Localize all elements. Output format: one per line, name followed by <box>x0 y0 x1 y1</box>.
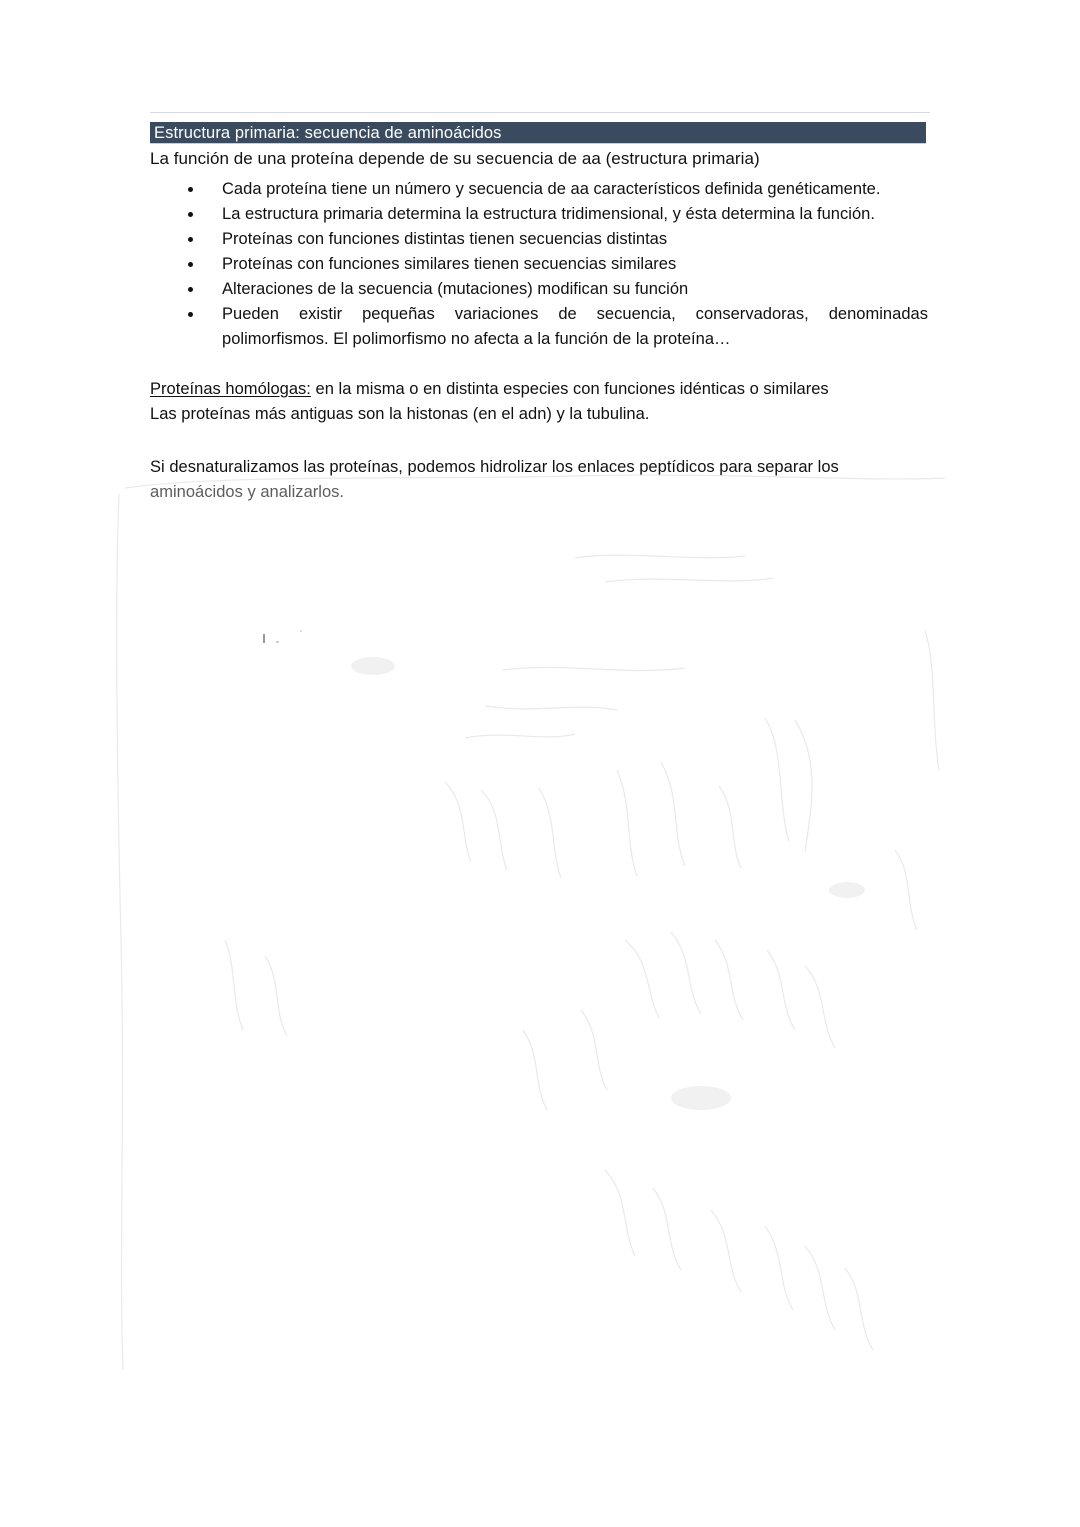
list-item-text: Pueden existir pequeñas variaciones de secuencia, conservadoras, denominadas polimorfismos. El polimorfismo no afecta a la función de la proteína… <box>222 305 928 348</box>
homologas-line <box>150 377 932 402</box>
list-item <box>150 302 932 352</box>
section-header-title: Estructura primaria: secuencia de aminoácidos <box>154 124 502 142</box>
bullet-dot-icon <box>188 237 193 242</box>
homologas-label: Proteínas homólogas: <box>150 380 311 398</box>
list-item-text: Proteínas con funciones distintas tienen secuencias distintas <box>222 230 668 248</box>
list-item-text: Alteraciones de la secuencia (mutaciones) modifican su función <box>222 280 689 298</box>
list-item-text: La estructura primaria determina la estructura tridimensional, y ésta determina la función. <box>222 205 875 223</box>
bullet-list <box>150 177 932 352</box>
scan-speck <box>276 641 279 643</box>
homologas-rest: en la misma o en distinta especies con funciones idénticas o similares <box>310 380 829 398</box>
list-item <box>150 277 932 302</box>
list-item <box>150 227 932 252</box>
list-item <box>150 177 932 202</box>
homologas-paragraph-block <box>150 377 932 427</box>
document-content <box>150 112 932 505</box>
header-top-rule <box>150 112 930 113</box>
list-item-text: Proteínas con funciones similares tienen secuencias similares <box>222 255 677 273</box>
bullet-dot-icon <box>188 262 193 267</box>
list-item <box>150 202 932 227</box>
bullet-dot-icon <box>188 212 193 217</box>
bullet-dot-icon <box>188 187 193 192</box>
homologas-second-line: Las proteínas más antiguas son la histonas (en el adn) y la tubulina. <box>150 405 650 423</box>
desnaturalizacion-paragraph-block <box>150 455 932 505</box>
scan-artifact-ghosting <box>105 470 960 1400</box>
lead-paragraph: La función de una proteína depende de su secuencia de aa (estructura primaria) <box>150 149 760 168</box>
scan-speck <box>300 630 302 632</box>
bullet-dot-icon <box>188 312 193 317</box>
desnaturalizacion-line-one: Si desnaturalizamos las proteínas, podemos hidrolizar los enlaces peptídicos para separar los <box>150 458 839 476</box>
scan-speck <box>263 634 265 643</box>
desnaturalizacion-line-two: aminoácidos y analizarlos. <box>150 483 345 501</box>
list-item-text: Cada proteína tiene un número y secuencia de aa característicos definida genéticamente. <box>222 180 881 198</box>
section-header-bar <box>150 122 926 144</box>
bullet-dot-icon <box>188 287 193 292</box>
list-item <box>150 252 932 277</box>
